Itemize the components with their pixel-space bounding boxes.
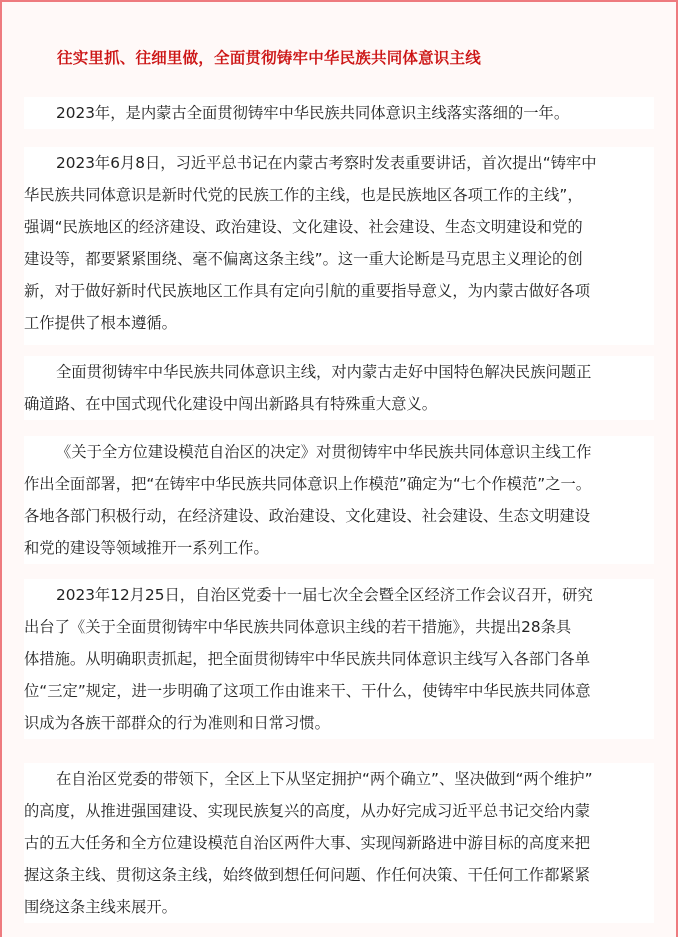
paragraph-line: 围绕这条主线来展开。 <box>24 898 177 916</box>
paragraph-line: 出台了《关于全面贯彻铸牢中华民族共同体意识主线的若干措施》，共提出28条具 <box>24 618 572 636</box>
article-title: 往实里抓、往细里做，全面贯彻铸牢中华民族共同体意识主线 <box>57 49 481 67</box>
paragraph-line: 新，对于做好新时代民族地区工作具有定向引航的重要指导意义，为内蒙古做好各项 <box>24 282 590 300</box>
paragraph-line: 的高度，从推进强国建设、实现民族复兴的高度，从办好完成习近平总书记交给内蒙 <box>24 802 590 820</box>
paragraph-line: 识成为各族干部群众的行为准则和日常习惯。 <box>24 714 330 732</box>
paragraph-line: 强调“民族地区的经济建设、政治建设、文化建设、社会建设、生态文明建设和党的 <box>24 218 583 236</box>
paragraph-1 <box>24 97 654 129</box>
paragraph-line: 握这条主线、贯彻这条主线，始终做到想任何问题、作任何决策、干任何工作都紧紧 <box>24 866 590 884</box>
paragraph-3 <box>24 356 654 420</box>
paragraph-line: 2023年，是内蒙古全面贯彻铸牢中华民族共同体意识主线落实落细的一年。 <box>56 104 570 122</box>
paragraph-line: 和党的建设等领域推开一系列工作。 <box>24 539 269 557</box>
paragraph-line: 全面贯彻铸牢中华民族共同体意识主线，对内蒙古走好中国特色解决民族问题正 <box>56 363 592 381</box>
paragraph-4 <box>24 436 654 564</box>
paragraph-line: 华民族共同体意识是新时代党的民族工作的主线，也是民族地区各项工作的主线”， <box>24 186 583 204</box>
paragraph-6 <box>24 763 654 923</box>
paragraph-line: 2023年6月8日，习近平总书记在内蒙古考察时发表重要讲话，首次提出“铸牢中 <box>56 154 597 172</box>
paragraph-line: 位“三定”规定，进一步明确了这项工作由谁来干、干什么，使铸牢中华民族共同体意 <box>24 682 591 700</box>
paragraph-line: 作出全面部署，把“在铸牢中华民族共同体意识上作模范”确定为“七个作模范”之一。 <box>24 475 592 493</box>
paragraph-line: 建设等，都要紧紧围绕、毫不偏离这条主线”。这一重大论断是马克思主义理论的创 <box>24 250 583 268</box>
paragraph-line: 体措施。从明确职责抓起，把全面贯彻铸牢中华民族共同体意识主线写入各部门各单 <box>24 650 590 668</box>
paragraph-line: 在自治区党委的带领下，全区上下从坚定拥护“两个确立”、坚决做到“两个维护” <box>56 770 593 788</box>
paragraph-line: 古的五大任务和全方位建设模范自治区两件大事、实现闯新路进中游目标的高度来把 <box>24 834 590 852</box>
paragraph-line: 2023年12月25日，自治区党委十一届七次全会暨全区经济工作会议召开，研究 <box>56 586 593 604</box>
paragraph-2 <box>24 147 654 345</box>
paragraph-line: 《关于全方位建设模范自治区的决定》对贯彻铸牢中华民族共同体意识主线工作 <box>56 443 592 461</box>
paragraph-5 <box>24 579 654 739</box>
paragraph-line: 确道路、在中国式现代化建设中闯出新路具有特殊重大意义。 <box>24 395 438 413</box>
paragraph-line: 工作提供了根本遵循。 <box>24 314 177 332</box>
paragraph-line: 各地各部门积极行动，在经济建设、政治建设、文化建设、社会建设、生态文明建设 <box>24 507 590 525</box>
